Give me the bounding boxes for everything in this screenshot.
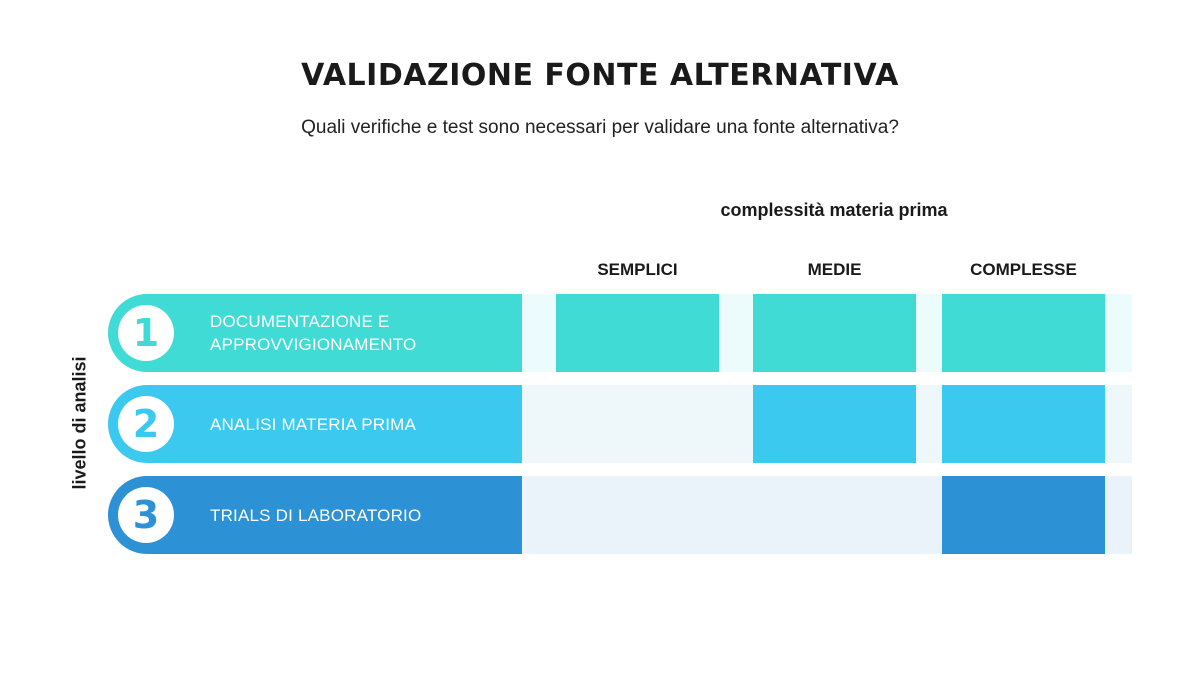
cell-row-1-medie xyxy=(753,294,916,372)
row-1-label: DOCUMENTAZIONE E APPROVVIGIONAMENTO xyxy=(210,312,417,354)
column-header-complesse: COMPLESSE xyxy=(970,260,1077,279)
y-axis-label: livello di analisi xyxy=(69,356,90,490)
row-3-number-circle: 3 xyxy=(118,487,174,543)
x-axis-label: complessità materia prima xyxy=(720,200,948,220)
row-2-number-circle: 2 xyxy=(118,396,174,452)
cell-row-2-semplici xyxy=(556,385,719,463)
row-3-pill xyxy=(108,476,522,554)
column-header-medie: MEDIE xyxy=(807,260,862,279)
cell-row-2-medie xyxy=(753,385,916,463)
cell-row-3-semplici xyxy=(556,476,719,554)
cell-row-2-complesse xyxy=(942,385,1105,463)
row-3-label: TRIALS DI LABORATORIO xyxy=(210,505,422,525)
row-2-pill xyxy=(108,385,522,463)
cell-row-1-complesse xyxy=(942,294,1105,372)
page-subtitle: Quali verifiche e test sono necessari per validare una fonte alternativa? xyxy=(301,117,899,138)
row-1-number-circle: 1 xyxy=(118,305,174,361)
cell-row-3-complesse xyxy=(942,476,1105,554)
cell-row-3-medie xyxy=(753,476,916,554)
row-1-pill xyxy=(108,294,522,372)
column-header-semplici: SEMPLICI xyxy=(597,260,678,279)
cell-row-1-semplici xyxy=(556,294,719,372)
row-2-label: ANALISI MATERIA PRIMA xyxy=(210,414,417,434)
page-title: VALIDAZIONE FONTE ALTERNATIVA xyxy=(301,58,899,93)
